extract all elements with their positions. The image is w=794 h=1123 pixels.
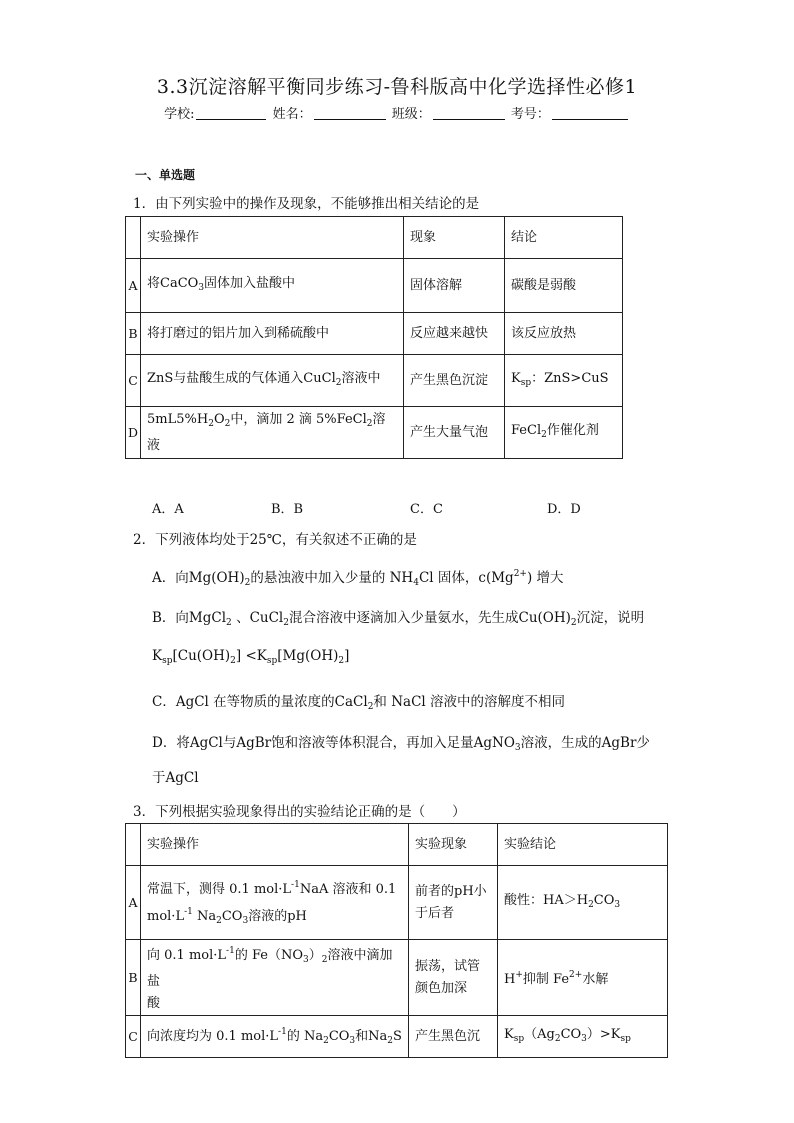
conclusion-cell: FeCl$_2$作催化剂 xyxy=(505,407,623,459)
exam-no-blank[interactable] xyxy=(552,106,628,120)
header-blank-cell xyxy=(126,824,141,866)
operation-cell: 将打磨过的铝片加入到稀硫酸中 xyxy=(141,313,404,355)
operation-cell: 向 0.1 $mol\cdot L^{-1}$的 $Fe(NO_3)_2$溶液中滴加盐 酸 xyxy=(141,940,409,1016)
phen-line: 前者的pH小 xyxy=(415,883,487,899)
header-cell: 实验现象 xyxy=(409,824,498,866)
conclusion-cell: H+抑制 $Fe^{2+}$水解 xyxy=(498,940,668,1016)
class-blank[interactable] xyxy=(433,106,505,120)
table-header-row xyxy=(126,217,623,259)
phenomenon-cell: 产生大量气泡 xyxy=(404,407,505,459)
table-row xyxy=(126,313,623,355)
header-cell: 结论 xyxy=(505,217,623,259)
q1-stem: 1．由下列实验中的操作及现象，不能够推出相关结论的是 xyxy=(133,196,480,212)
option-a[interactable]: A．A xyxy=(152,502,184,517)
q3-stem: 3．下列根据实验现象得出的实验结论正确的是（ ） xyxy=(133,804,466,820)
conclusion-cell: $K_{sp}(Ag_2CO_3)>K_{sp}$ xyxy=(498,1016,668,1058)
q3-table xyxy=(125,823,668,1058)
row-label: A xyxy=(126,259,141,313)
q2-option-a[interactable]: A．向$Mg(OH)_2$的悬浊液中加入少量的 $NH_4Cl$ 固体，$c(Mg^{2+})$ 增大 xyxy=(152,569,564,588)
row-label: B xyxy=(126,313,141,355)
conclusion-cell: 该反应放热 xyxy=(505,313,623,355)
phen-line: 于后者 xyxy=(415,905,455,921)
table-row xyxy=(126,866,668,940)
option-b[interactable]: B．B xyxy=(271,502,304,517)
operation-cell: 向浓度均为 0.1 $mol\cdot L^{-1}$的 $Na_2CO_3$和$Na_2S$ xyxy=(141,1016,409,1058)
header-blank-cell xyxy=(126,217,141,259)
student-info-line xyxy=(0,103,794,122)
table-row xyxy=(126,940,668,1016)
table-row xyxy=(126,355,623,407)
header-cell: 现象 xyxy=(404,217,505,259)
row-label: A xyxy=(126,866,141,940)
table-row xyxy=(126,259,623,313)
phenomenon-cell: 产生黑色沉 xyxy=(409,1016,498,1058)
operation-cell: 常温下，测得 0.1 $mol\cdot L^{-1}NaA$ 溶液和 0.1 $mol\cdot L^{-1}$ $Na_2CO_3$溶液的pH xyxy=(141,866,409,940)
phen-line: 颜色加深 xyxy=(415,980,468,996)
phenomenon-cell xyxy=(409,866,498,940)
exam-no-label: 考号： xyxy=(510,107,550,122)
row-label: D xyxy=(126,407,141,459)
operation-cell: $5mL5\%H_2O_2$中，滴加 2 滴 5%FeCl$_2$溶液 xyxy=(141,407,404,459)
page-title: 3.3沉淀溶解平衡同步练习-鲁科版高中化学选择性必修1 xyxy=(156,76,638,98)
row-label: C xyxy=(126,1016,141,1058)
option-c[interactable]: C．C xyxy=(410,502,443,517)
option-d[interactable]: D．D xyxy=(547,502,581,517)
table-header-row xyxy=(126,824,668,866)
table-row xyxy=(126,407,623,459)
header-cell: 实验结论 xyxy=(498,824,668,866)
q1-table xyxy=(125,216,623,459)
header-cell: 实验操作 xyxy=(141,217,404,259)
table-row xyxy=(126,1016,668,1058)
conclusion-cell: $K_{sp}$：ZnS>CuS xyxy=(505,355,623,407)
header-cell: 实验操作 xyxy=(141,824,409,866)
school-label: 学校: xyxy=(164,107,195,122)
q2-stem: 2．下列液体均处于25℃，有关叙述不正确的是 xyxy=(133,532,417,548)
conclusion-cell: 碳酸是弱酸 xyxy=(505,259,623,313)
row-label: C xyxy=(126,355,141,407)
phenomenon-cell xyxy=(409,940,498,1016)
conclusion-cell: 酸性：$HA>H_2CO_3$ xyxy=(498,866,668,940)
phen-line: 振荡，试管 xyxy=(415,958,481,974)
operation-cell: ZnS与盐酸生成的气体通入CuCl$_2$溶液中 xyxy=(141,355,404,407)
q2-option-b[interactable]: B．向MgCl$_2$ 、CuCl$_2$混合溶液中逐滴加入少量氨水，先生成$Cu(OH)_2$沉淀，说明 xyxy=(152,610,645,628)
row-label: B xyxy=(126,940,141,1016)
q2-option-d[interactable]: D．将AgCl与AgBr饱和溶液等体积混合，再加入足量AgNO$_3$溶液，生成的AgBr少 xyxy=(152,735,650,753)
operation-cell: 将CaCO$_3$固体加入盐酸中 xyxy=(141,259,404,313)
q2-option-b-cont: $K_{sp}[Cu(OH)_2] <K_{sp}[Mg(OH)_2]$ xyxy=(152,648,350,666)
class-label: 班级： xyxy=(391,107,431,122)
phenomenon-cell: 产生黑色沉淀 xyxy=(404,355,505,407)
name-blank[interactable] xyxy=(314,106,386,120)
name-label: 姓名： xyxy=(272,107,312,122)
q2-option-c[interactable]: C．AgCl 在等物质的量浓度的CaCl$_2$和 NaCl 溶液中的溶解度不相同 xyxy=(152,694,566,712)
q2-option-d-cont: 于AgCl xyxy=(152,770,199,786)
school-blank[interactable] xyxy=(196,106,266,120)
section-heading: 一、单选题 xyxy=(135,168,196,182)
phenomenon-cell: 固体溶解 xyxy=(404,259,505,313)
phenomenon-cell: 反应越来越快 xyxy=(404,313,505,355)
